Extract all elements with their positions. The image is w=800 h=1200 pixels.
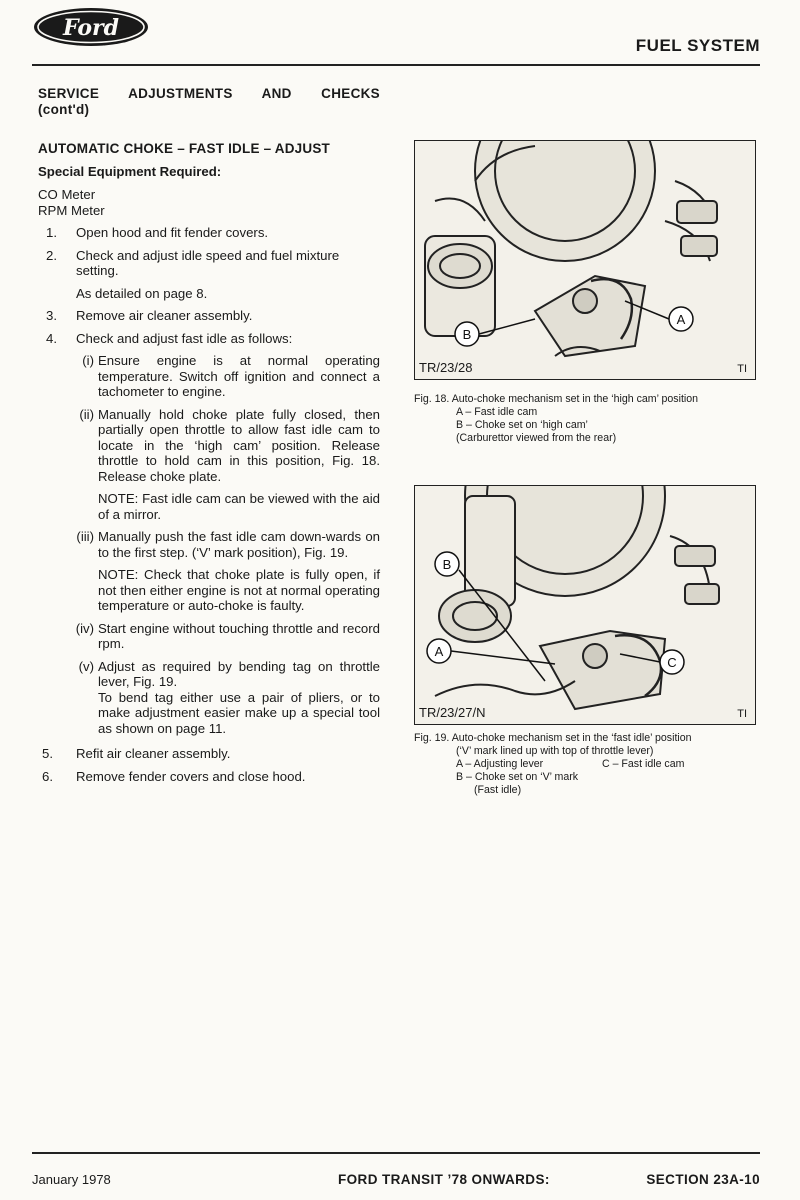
figure-19-caption	[414, 732, 764, 797]
legend-row	[414, 758, 764, 771]
step-6	[38, 769, 380, 785]
substep-iii	[38, 529, 380, 560]
callout-b: B	[462, 327, 472, 342]
figure-mark: TI	[737, 363, 747, 375]
step-number: 6.	[42, 768, 53, 784]
step-number: 5.	[42, 746, 53, 761]
equipment-list	[38, 187, 380, 218]
ford-logo	[32, 6, 150, 48]
page-heading-line2: (cont'd)	[38, 101, 90, 117]
substep-text: Ensure engine is at normal operating temperature. Switch off ignition and connect a tachometer to engine.	[98, 353, 380, 399]
step-4	[38, 331, 380, 347]
figure-ref: TR/23/28	[419, 360, 473, 375]
footer-date: January 1978	[32, 1172, 111, 1187]
step-text: Check and adjust idle speed and fuel mixture setting.	[76, 247, 340, 278]
figure-ref: TR/23/27/N	[419, 705, 486, 720]
figure-19-illustration	[415, 486, 755, 724]
equipment-heading: Special Equipment Required:	[38, 163, 222, 179]
caption-line2: (‘V’ mark lined up with top of throttle lever)	[456, 745, 654, 757]
figure-18-caption	[414, 393, 764, 445]
equipment-item: RPM Meter	[38, 202, 105, 218]
footer-title: FORD TRANSIT ’78 ONWARDS:	[338, 1172, 550, 1187]
substep-number: (ii)	[79, 406, 94, 422]
procedure-title: AUTOMATIC CHOKE – FAST IDLE – ADJUST	[38, 141, 330, 156]
page-heading-line1: SERVICE ADJUSTMENTS AND CHECKS	[38, 86, 380, 101]
substep-text: Manually hold choke plate fully closed, then partially open throttle to allow fast idle cam to locate in the ‘high cam’ position. Release throttle to hold cam in this position, Fig. 18. Release choke plate.	[98, 406, 380, 484]
callout-a: A	[434, 644, 444, 659]
step-number: 3.	[46, 308, 57, 323]
step-text: Refit air cleaner assembly.	[76, 746, 231, 761]
logo-text: Ford	[62, 15, 120, 41]
figure-18-illustration	[415, 141, 755, 379]
substep-i	[38, 353, 380, 400]
callout-a: A	[676, 312, 686, 327]
step-number: 1.	[46, 225, 57, 240]
step-2-note: As detailed on page 8.	[76, 285, 208, 301]
caption-note: (Carburettor viewed from the rear)	[456, 432, 617, 444]
callout-c: C	[667, 655, 677, 670]
substep-v-extra: To bend tag either use a pair of pliers, or to make adjustment easier make up a special tool as shown on page 11.	[98, 689, 380, 736]
legend-a: A – Fast idle cam	[456, 406, 538, 418]
substep-text: Adjust as required by bending tag on throttle lever, Fig. 19.	[98, 658, 380, 689]
equipment-item: CO Meter	[38, 187, 96, 202]
step-number: 4.	[46, 330, 57, 346]
substep-text: Start engine without touching throttle and record rpm.	[98, 620, 380, 651]
step-text: Remove fender covers and close hood.	[76, 768, 306, 784]
legend-c: C – Fast idle cam	[602, 758, 685, 770]
substep-iii-note: NOTE: Check that choke plate is fully open, if not then either engine is not at normal operating temperature or auto-choke is faulty.	[98, 567, 380, 613]
substep-number: (iii)	[76, 529, 94, 544]
substep-number: (i)	[82, 353, 94, 368]
footer-rule	[32, 1152, 760, 1154]
step-text: Open hood and fit fender covers.	[76, 225, 269, 240]
substep-text: Manually push the fast idle cam down-wards on to the first step. (‘V’ mark position), Fig. 19.	[98, 529, 380, 560]
substep-iv	[38, 621, 380, 652]
step-text: Remove air cleaner assembly.	[76, 308, 253, 323]
substep-ii-note: NOTE: Fast idle cam can be viewed with the aid of a mirror.	[98, 491, 380, 522]
substep-ii	[38, 407, 380, 485]
caption-title: Fig. 18. Auto-choke mechanism set in the ‘high cam’ position	[414, 393, 699, 405]
header-rule	[32, 64, 760, 66]
figure-18	[414, 140, 756, 380]
figure-19	[414, 485, 756, 725]
caption-title: Fig. 19. Auto-choke mechanism set in the ‘fast idle’ position	[414, 732, 692, 744]
page-heading	[38, 86, 380, 117]
callout-b: B	[442, 557, 452, 572]
footer-section: SECTION 23A-10	[646, 1172, 760, 1187]
step-text: Check and adjust fast idle as follows:	[76, 330, 293, 346]
step-5	[38, 746, 380, 762]
procedure-column	[38, 86, 380, 784]
substep-number: (v)	[78, 658, 94, 674]
section-title: FUEL SYSTEM	[635, 36, 760, 55]
legend-b: B – Choke set on ‘V’ mark	[456, 771, 579, 783]
step-3	[38, 308, 380, 324]
substep-v	[38, 659, 380, 690]
legend-a: A – Adjusting lever	[456, 758, 544, 770]
step-1	[38, 225, 380, 241]
legend-b: B – Choke set on ‘high cam’	[456, 419, 588, 431]
substep-number: (iv)	[75, 620, 94, 636]
step-number: 2.	[46, 247, 57, 263]
figure-mark: TI	[737, 708, 747, 720]
step-2	[38, 248, 380, 279]
legend-b-note: (Fast idle)	[474, 784, 522, 796]
